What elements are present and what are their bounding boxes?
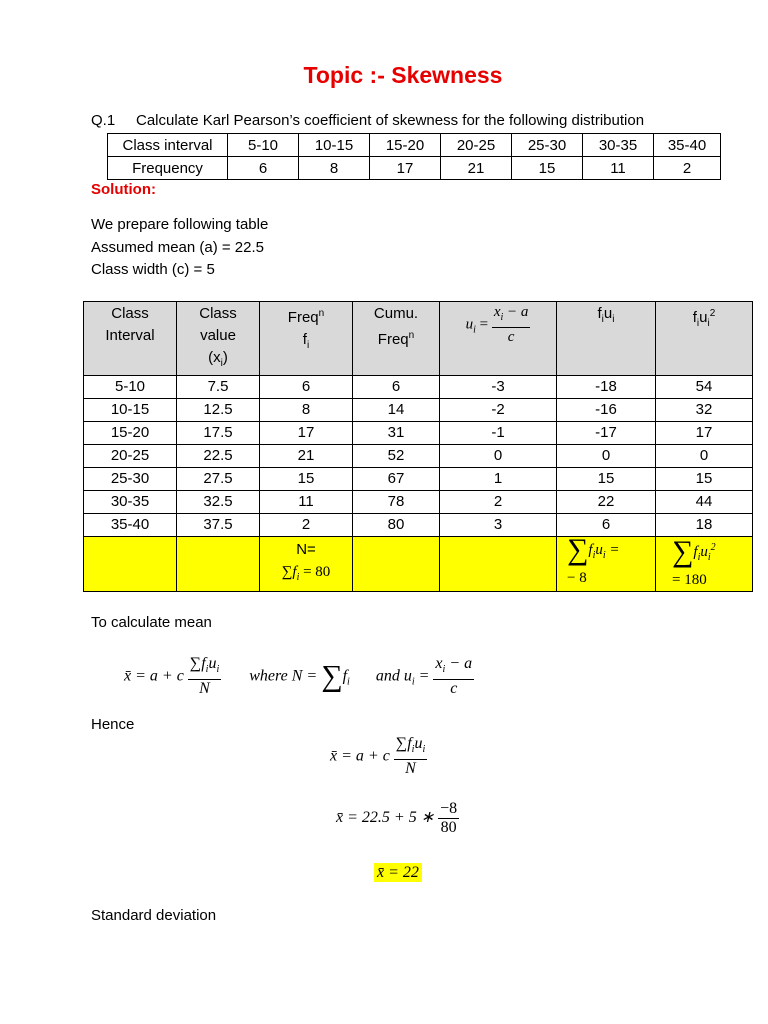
table-cell: 80 bbox=[353, 514, 440, 537]
assumed-mean: Assumed mean (a) = 22.5 bbox=[91, 239, 265, 256]
sum-cell-empty bbox=[353, 537, 440, 592]
table-cell: 21 bbox=[441, 157, 512, 180]
header-fu2: $f_iu_i^2$ bbox=[656, 302, 753, 376]
class-interval-row bbox=[108, 134, 721, 157]
table-cell: 0 bbox=[656, 445, 753, 468]
table-row bbox=[84, 376, 753, 399]
std-heading: Standard deviation bbox=[91, 907, 217, 924]
table-cell: -2 bbox=[440, 399, 557, 422]
table-row bbox=[84, 491, 753, 514]
header-u-formula: $u_i$ = $\frac{x_i - a}{c}$ bbox=[440, 302, 557, 376]
header-class-interval: Class Interval bbox=[84, 302, 177, 376]
table-cell: 67 bbox=[353, 468, 440, 491]
table-cell: 27.5 bbox=[177, 468, 260, 491]
question-number: Q.1 bbox=[91, 112, 116, 129]
row-label: Class interval bbox=[108, 134, 228, 157]
table-cell: 54 bbox=[656, 376, 753, 399]
mean-formula: x̄ = a + c $\frac{\sum f_iu_i}{N}$ where $N = \sum f_i$ and $u_i$ = $\frac{x_i - a}{c}$ bbox=[124, 655, 473, 698]
table-cell: 2 bbox=[654, 157, 721, 180]
sum-cell-empty bbox=[177, 537, 260, 592]
table-cell: 6 bbox=[557, 514, 656, 537]
table-cell: 0 bbox=[440, 445, 557, 468]
table-row bbox=[84, 514, 753, 537]
frequency-row bbox=[108, 157, 721, 180]
mean-result: x̄ = 22 bbox=[374, 864, 422, 882]
table-cell: 10-15 bbox=[84, 399, 177, 422]
table-row bbox=[84, 468, 753, 491]
sum-fu2: $\sum f_iu_i^2$ = 180 bbox=[656, 537, 753, 592]
solution-label: Solution: bbox=[91, 181, 156, 198]
table-cell: -16 bbox=[557, 399, 656, 422]
table-cell: 25-30 bbox=[84, 468, 177, 491]
table-cell: 17 bbox=[656, 422, 753, 445]
table-cell: 30-35 bbox=[583, 134, 654, 157]
table-cell: 25-30 bbox=[512, 134, 583, 157]
table-cell: 32 bbox=[656, 399, 753, 422]
table-cell: 52 bbox=[353, 445, 440, 468]
table-cell: 17 bbox=[370, 157, 441, 180]
table-cell: 5-10 bbox=[84, 376, 177, 399]
header-class-value: Class value $(x_i)$ bbox=[177, 302, 260, 376]
table-cell: 78 bbox=[353, 491, 440, 514]
table-cell: 35-40 bbox=[84, 514, 177, 537]
table-cell: 3 bbox=[440, 514, 557, 537]
table-cell: 32.5 bbox=[177, 491, 260, 514]
table-row bbox=[84, 445, 753, 468]
table-cell: 6 bbox=[228, 157, 299, 180]
table-cell: 0 bbox=[557, 445, 656, 468]
table-cell: 6 bbox=[260, 376, 353, 399]
sum-cell-empty bbox=[440, 537, 557, 592]
table-cell: 15-20 bbox=[370, 134, 441, 157]
page-title: Topic :- Skewness bbox=[303, 62, 503, 88]
sum-fu: $\sum f_iu_i$ = − 8 bbox=[557, 537, 656, 592]
table-cell: 6 bbox=[353, 376, 440, 399]
table-cell: 22 bbox=[557, 491, 656, 514]
table-cell: -18 bbox=[557, 376, 656, 399]
hence-label: Hence bbox=[91, 716, 135, 733]
table-cell: 8 bbox=[299, 157, 370, 180]
table-cell: 20-25 bbox=[84, 445, 177, 468]
sum-row bbox=[84, 537, 753, 592]
table-cell: 31 bbox=[353, 422, 440, 445]
table-cell: 44 bbox=[656, 491, 753, 514]
table-cell: 30-35 bbox=[84, 491, 177, 514]
table-cell: -17 bbox=[557, 422, 656, 445]
table-header-row bbox=[84, 302, 753, 376]
table-cell: 21 bbox=[260, 445, 353, 468]
header-fu: $f_iu_i$ bbox=[557, 302, 656, 376]
table-cell: -3 bbox=[440, 376, 557, 399]
table-cell: 7.5 bbox=[177, 376, 260, 399]
table-cell: 10-15 bbox=[299, 134, 370, 157]
table-cell: 12.5 bbox=[177, 399, 260, 422]
table-cell: 22.5 bbox=[177, 445, 260, 468]
table-cell: 8 bbox=[260, 399, 353, 422]
table-cell: 15 bbox=[260, 468, 353, 491]
table-row bbox=[84, 422, 753, 445]
distribution-table bbox=[107, 133, 721, 180]
table-cell: 11 bbox=[583, 157, 654, 180]
sum-n: N= $\sum f_i = 80$ bbox=[260, 537, 353, 592]
mean-heading: To calculate mean bbox=[91, 614, 212, 631]
row-label: Frequency bbox=[108, 157, 228, 180]
table-cell: 37.5 bbox=[177, 514, 260, 537]
table-cell: 15 bbox=[656, 468, 753, 491]
mean-formula-repeat: x̄ = a + c $\frac{\sum f_iu_i}{N}$ bbox=[330, 735, 426, 778]
intro-line: We prepare following table bbox=[91, 216, 269, 233]
header-cumulative-frequency: Cumu. Freq$^n$ bbox=[353, 302, 440, 376]
table-cell: 18 bbox=[656, 514, 753, 537]
table-cell: 17 bbox=[260, 422, 353, 445]
table-cell: 15-20 bbox=[84, 422, 177, 445]
table-cell: 14 bbox=[353, 399, 440, 422]
table-cell: -1 bbox=[440, 422, 557, 445]
table-cell: 20-25 bbox=[441, 134, 512, 157]
sum-cell-empty bbox=[84, 537, 177, 592]
mean-substitution: x̄ = 22.5 + 5 ∗ $\frac{-8}{80}$ bbox=[336, 800, 458, 836]
table-cell: 5-10 bbox=[228, 134, 299, 157]
table-cell: 35-40 bbox=[654, 134, 721, 157]
header-frequency: Freq$^n$ $f_i$ bbox=[260, 302, 353, 376]
question-text: Calculate Karl Pearson’s coefficient of skewness for the following distribution bbox=[136, 112, 645, 129]
class-width: Class width (c) = 5 bbox=[91, 261, 215, 278]
table-row bbox=[84, 399, 753, 422]
table-cell: 15 bbox=[512, 157, 583, 180]
table-cell: 11 bbox=[260, 491, 353, 514]
table-cell: 1 bbox=[440, 468, 557, 491]
table-cell: 2 bbox=[260, 514, 353, 537]
calculation-table bbox=[83, 301, 753, 592]
table-cell: 17.5 bbox=[177, 422, 260, 445]
table-cell: 2 bbox=[440, 491, 557, 514]
table-cell: 15 bbox=[557, 468, 656, 491]
